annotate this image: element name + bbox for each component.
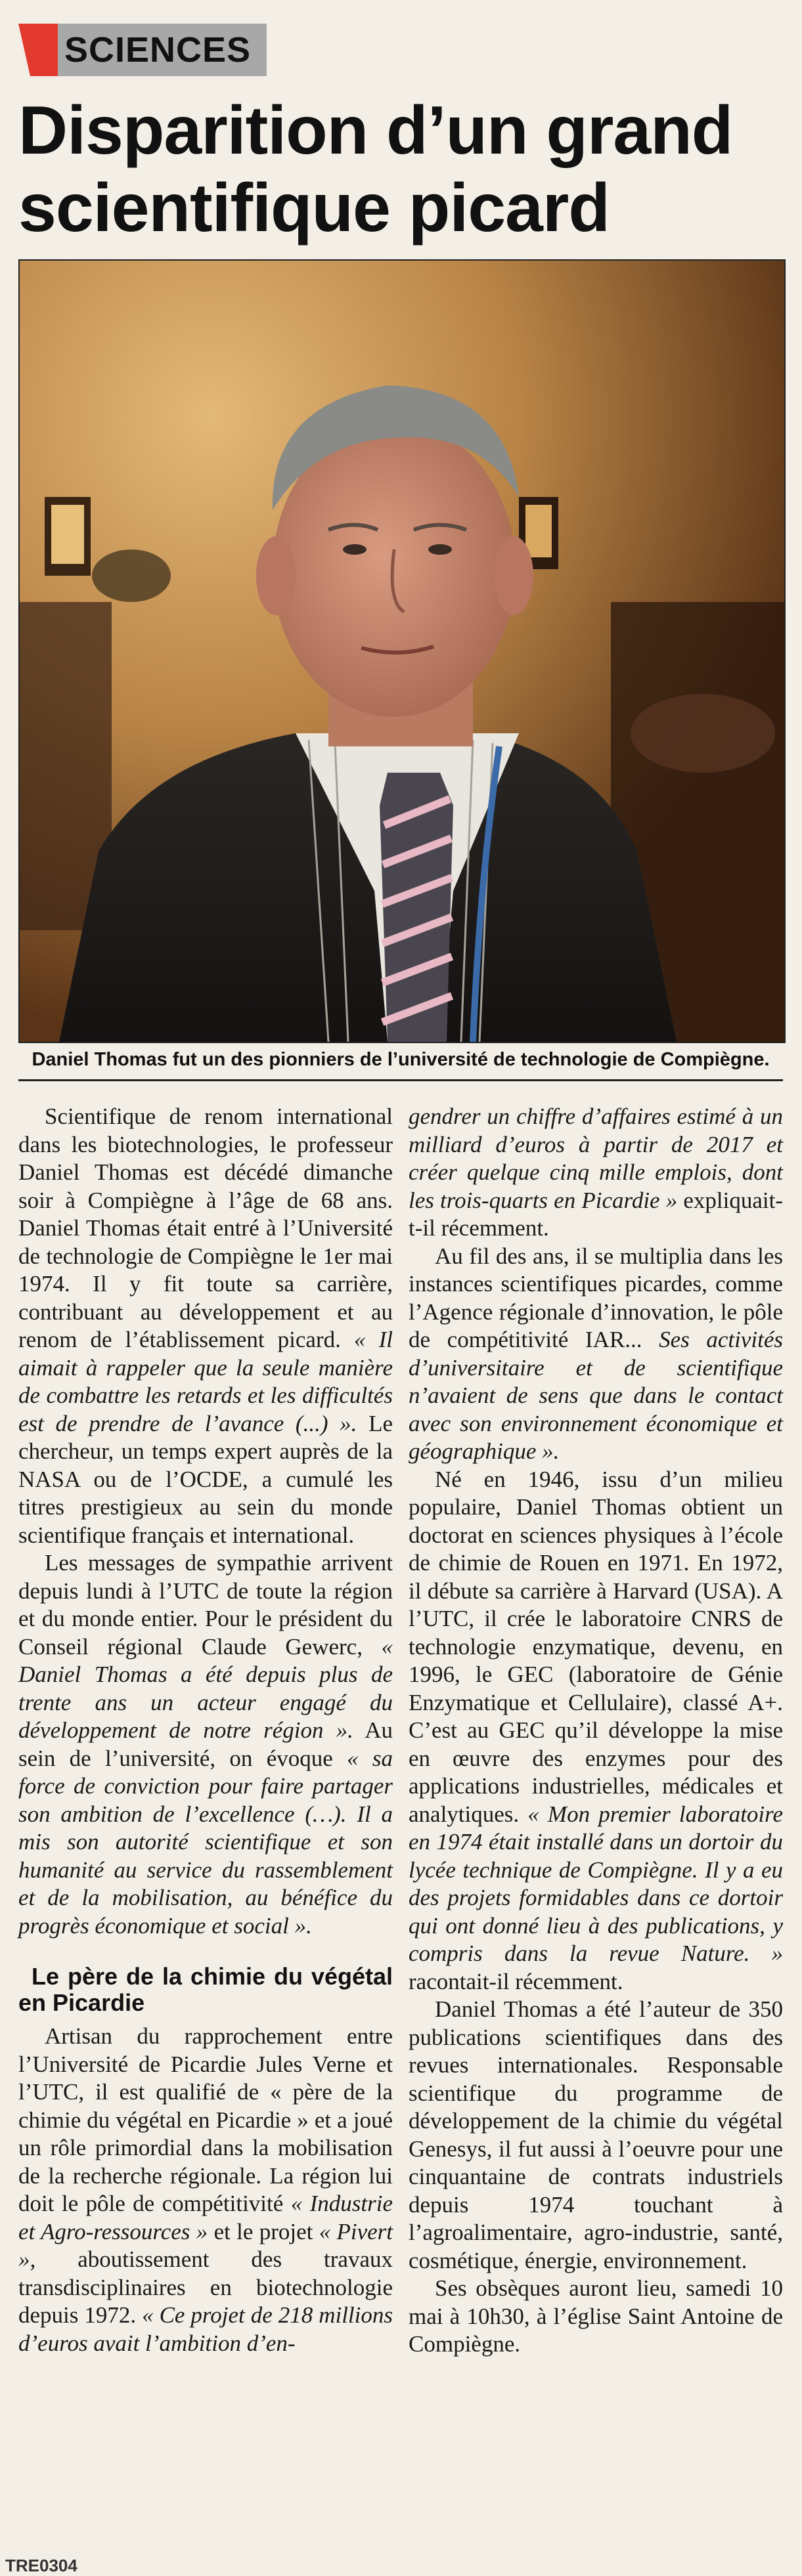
text-span: Né en 1946, issu d’un milieu populaire, Daniel Thomas obtient un doctorat en sciences physiques à l’école de chimie de Rouen en 1971. En 1972, il débute sa carrière à Harvard (USA). A l’UTC, il crée le laboratoire CNRS de technologie enzymatique, devenu, en 1996, le GEC (laboratoire de Génie Enzymatique et Cellulaire), classé A+. C’est au GEC qu’il développe la mise en œuvre des enzymes pour des applications industrielles, médicales et analytiques. bbox=[409, 1466, 783, 1827]
text-span: aboutissement des travaux transdisciplinaires en biotechnologie depuis 1972. bbox=[18, 2246, 393, 2328]
quote-span: « sa force de conviction pour faire partager son ambition de l’excellence (…). Il a mis son autorité scientifique et son humanité au service du rassemblement et de la mobilisation, au bénéfice du progrès économique et social ». bbox=[18, 1745, 393, 1939]
paragraph-publications: Daniel Thomas a été l’auteur de 350 publications scientifiques dans des revues internationales. Responsable scientifique du programme de développement de la chimie du végétal Genesys, il fut aussi à l’oeuvre pour une cinquantaine de contrats industriels depuis 1974 touchant à l’agroalimentaire, agro-industrie, santé, cosmétique, énergie, environnement. bbox=[409, 1996, 783, 2273]
text-span: Artisan du rapprochement entre l’Université de Picardie Jules Verne et l’UTC, il est qualifié de « père de la chimie du végétal en Picardie » et a joué un rôle primordial dans la mobilisation de la recherche régionale. La région lui doit le pôle de compétitivité bbox=[18, 2023, 393, 2216]
article-column-left bbox=[18, 1103, 393, 2357]
article-column-right bbox=[409, 1103, 783, 2359]
text-span: Les messages de sympathie arrivent depuis lundi à l’UTC de toute la région et du monde entier. Pour le président du Conseil régional Claude Gewerc, bbox=[18, 1550, 393, 1660]
text-span: racontait-il récemment. bbox=[409, 1968, 623, 1994]
text-span: Au sein de l’université, on évoque bbox=[18, 1717, 393, 1771]
quote-span: « Daniel Thomas a été depuis plus de trente ans un acteur engagé du développement de notre région ». bbox=[18, 1633, 393, 1743]
paragraph-continuation bbox=[409, 1103, 783, 1243]
paragraph-artisan bbox=[18, 2023, 393, 2357]
paragraph-intro bbox=[18, 1103, 393, 1549]
paragraph-funeral: Ses obsèques auront lieu, samedi 10 mai à 10h30, à l’église Saint Antoine de Compiègne. bbox=[409, 2275, 783, 2357]
paragraph-instances bbox=[409, 1243, 783, 1466]
paragraph-messages bbox=[18, 1549, 393, 1940]
quote-span: « Ce projet de 218 millions d’euros avait l’ambition d’en- bbox=[18, 2302, 393, 2356]
rubric-label: SCIENCES bbox=[58, 24, 267, 76]
photo-caption: Daniel Thomas fut un des pionniers de l’université de technologie de Compiègne. bbox=[18, 1046, 783, 1081]
quote-span: « Mon premier laboratoire en 1974 était installé dans un dortoir du lycée technique de Compiègne. Il y a eu des projets formidables dans ce dortoir qui ont donné lieu à des publications, y compris dans la revue Nature. » bbox=[409, 1801, 783, 1966]
portrait-photo bbox=[18, 259, 786, 1043]
quote-span: « Industrie et Agro-ressources » bbox=[18, 2191, 393, 2244]
text-span: expliquait-t-il récemment. bbox=[409, 1187, 784, 1241]
section-rubric bbox=[18, 24, 267, 76]
text-span: Scientifique de renom international dans les biotechnologies, le professeur Daniel Thomas est décédé dimanche soir à Compiègne à l’âge de 68 ans. Daniel Thomas était entré à l’Université de technologie de Compiègne le 1er mai 1974. Il y fit toute sa carrière, contribuant au développement et au renom de l’établissement picard. bbox=[18, 1104, 393, 1352]
portrait-illustration bbox=[20, 261, 784, 1042]
text-span: et le projet bbox=[213, 2218, 313, 2244]
quote-span: « Il aimait à rappeler que la seule manière de combattre les retards et les difficultés est de prendre de l’avance (...) ». bbox=[18, 1327, 393, 1436]
text-span: Au fil des ans, il se multiplia dans les instances scientifiques picardes, comme l’Agence régionale d’innovation, le pôle de compétitivité IAR... bbox=[409, 1243, 783, 1352]
section-subheading: Le père de la chimie du végétal en Picardie bbox=[18, 1963, 393, 2016]
article-headline: Disparition d’un grand scientifique picard bbox=[18, 93, 733, 246]
page-code: TRE0304 bbox=[5, 2556, 78, 2575]
quote-span: gendrer un chiffre d’affaires estimé à un milliard d’euros à partir de 2017 et créer quelque cinq mille emplois, dont les trois-quarts en Picardie » bbox=[409, 1104, 783, 1213]
quote-span: Ses activités d’universitaire et de scientifique n’avaient de sens que dans le contact avec son environnement économique et géographique ». bbox=[409, 1327, 784, 1464]
paragraph-biography bbox=[409, 1466, 783, 1996]
text-span: Le chercheur, un temps expert auprès de la NASA ou de l’OCDE, a cumulé les titres prestigieux au sein du monde scientifique français et international. bbox=[18, 1410, 393, 1548]
quote-span: « Pivert », bbox=[18, 2218, 393, 2272]
rubric-flag-icon bbox=[18, 24, 58, 76]
